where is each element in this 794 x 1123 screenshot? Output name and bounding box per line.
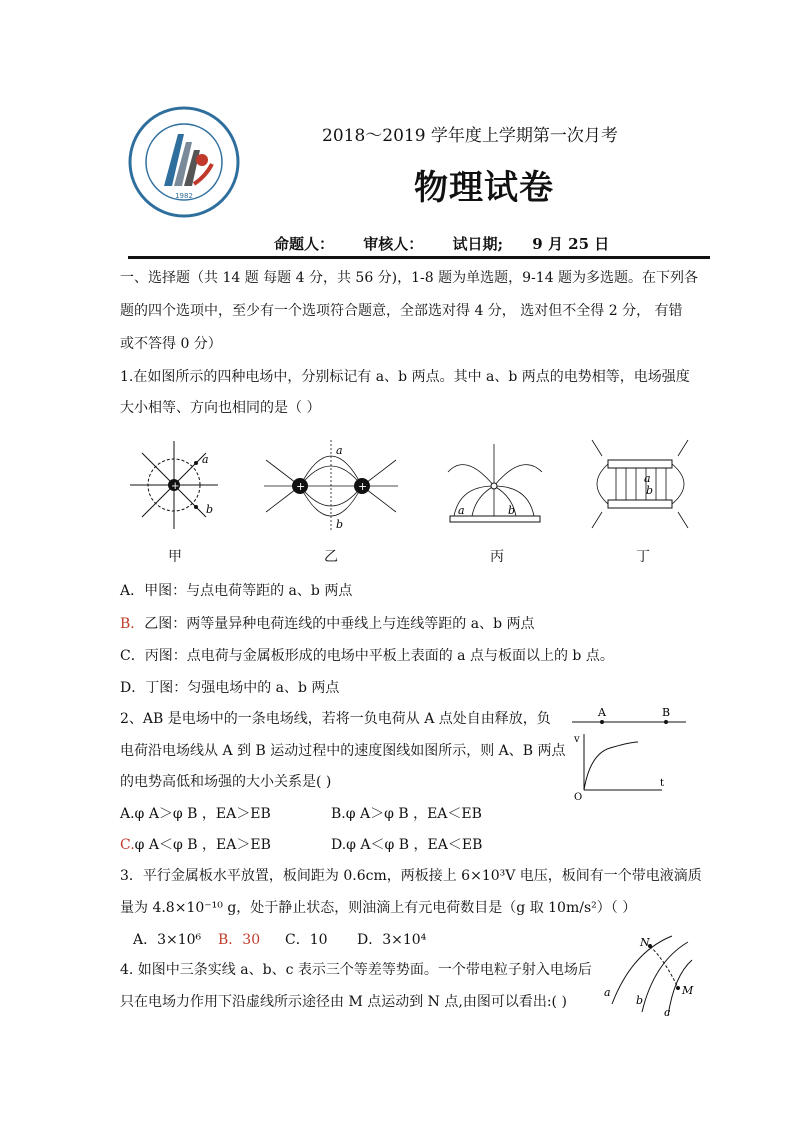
svg-text:a: a	[604, 986, 611, 999]
q4-stem-line1: 4. 如图中三条实线 a、b、c 表示三个等差等势面。一个带电粒子射入电场后	[120, 962, 592, 978]
date-label: 试日期;	[452, 235, 504, 253]
svg-text:b: b	[206, 503, 214, 516]
svg-text:a: a	[202, 453, 209, 466]
svg-text:b: b	[646, 484, 654, 497]
svg-text:b: b	[336, 518, 344, 531]
q1-stem-line1: 1.在如图所示的四种电场中，分别标记有 a、b 两点。其中 a、b 两点的电势相等，电场强度	[120, 369, 690, 385]
figure-caption-ding: 丁	[636, 549, 650, 565]
svg-text:c: c	[664, 1006, 671, 1018]
svg-text:b: b	[508, 504, 516, 517]
svg-text:B: B	[662, 706, 671, 719]
q2-stem-line3: 的电势高低和场强的大小关系是( )	[120, 774, 332, 790]
exam-year-line: 2018～2019 学年度上学期第一次月考	[322, 126, 618, 146]
q1-option-c: C．丙图：点电荷与金属板形成的电场中平板上表面的 a 点与板面以上的 b 点。	[120, 648, 614, 664]
q3-stem-line1: 3．平行金属板水平放置，板间距为 0.6cm，两板接上 6×10³V 电压，板间有一个带电液滴质	[120, 868, 702, 884]
figure-caption-jia: 甲	[168, 549, 182, 565]
header-divider	[128, 256, 710, 259]
section-instructions-line3: 或不答得 0 分）	[120, 336, 222, 352]
q2-option-b: B.φ A＞φ B ，EA＜EB	[331, 806, 482, 822]
svg-text:N: N	[640, 936, 650, 949]
q2-stem-line2: 电荷沿电场线从 A 到 B 运动过程中的速度图线如图所示，则 A、B 两点	[120, 743, 566, 759]
svg-text:+: +	[171, 481, 180, 492]
q1-option-a: A．甲图：与点电荷等距的 a、b 两点	[120, 583, 353, 599]
svg-text:a: a	[644, 472, 651, 485]
reviewer-label: 审核人：	[363, 235, 424, 253]
q2-velocity-graph	[570, 706, 688, 802]
section-instructions-line2: 题的四个选项中，至少有一个选项符合题意，全部选对得 4 分， 选对但不全得 2 分， 有错	[120, 303, 683, 319]
svg-text:+: +	[296, 480, 306, 493]
figure-ding	[582, 436, 700, 532]
svg-text:+: +	[358, 480, 368, 493]
q3-option-c: C．10	[285, 932, 328, 948]
svg-text:v: v	[574, 734, 580, 745]
figure-bing	[446, 442, 544, 528]
setter-label: 命题人：	[274, 235, 335, 253]
q3-option-b: B．30	[218, 932, 261, 948]
q1-stem-line2: 大小相等、方向也相同的是（ ）	[120, 400, 321, 416]
figure-jia	[128, 435, 224, 535]
svg-text:a: a	[458, 504, 465, 517]
q4-stem-line2: 只在电场力作用下沿虚线所示途径由 M 点运动到 N 点,由图可以看出:( )	[120, 994, 567, 1010]
svg-text:b: b	[636, 994, 644, 1007]
school-logo	[128, 106, 240, 218]
svg-text:A: A	[598, 706, 606, 719]
figure-caption-yi: 乙	[324, 549, 338, 565]
q3-option-d: D．3×10⁴	[357, 932, 427, 948]
q3-option-a: A．3×10⁶	[133, 932, 202, 948]
svg-text:M: M	[682, 984, 694, 997]
q2-option-a: A.φ A＞φ B ，EA＞EB	[120, 806, 271, 822]
section-instructions-line1: 一、选择题（共 14 题 每题 4 分，共 56 分)，1-8 题为单选题，9-14 题为多选题。在下列各	[120, 270, 699, 286]
svg-text:O: O	[574, 792, 583, 802]
svg-text:a: a	[336, 444, 343, 457]
figure-caption-bing: 丙	[490, 549, 504, 565]
svg-text:t: t	[660, 778, 665, 789]
q4-equipotential-figure	[602, 932, 694, 1018]
date-value: 9 月 25 日	[532, 235, 610, 253]
svg-text:1982: 1982	[175, 192, 193, 200]
q2-option-d: D.φ A＜φ B ，EA＜EB	[331, 837, 483, 853]
q2-option-c: C.φ A＜φ B ，EA＞EB	[120, 837, 271, 853]
exam-meta-row	[274, 233, 633, 254]
q1-option-d: D．丁图：匀强电场中的 a、b 两点	[120, 680, 340, 696]
page-title: 物理试卷	[414, 168, 554, 208]
figure-yi	[262, 440, 400, 532]
q1-option-b: B．乙图：两等量异种电荷连线的中垂线上与连线等距的 a、b 两点	[120, 616, 535, 632]
q2-stem-line1: 2、AB 是电场中的一条电场线，若将一负电荷从 A 点处自由释放，负	[120, 711, 551, 727]
q3-stem-line2: 量为 4.8×10⁻¹⁰ g，处于静止状态，则油滴上有元电荷数目是（g 取 10m/s²）（ ）	[120, 900, 637, 916]
